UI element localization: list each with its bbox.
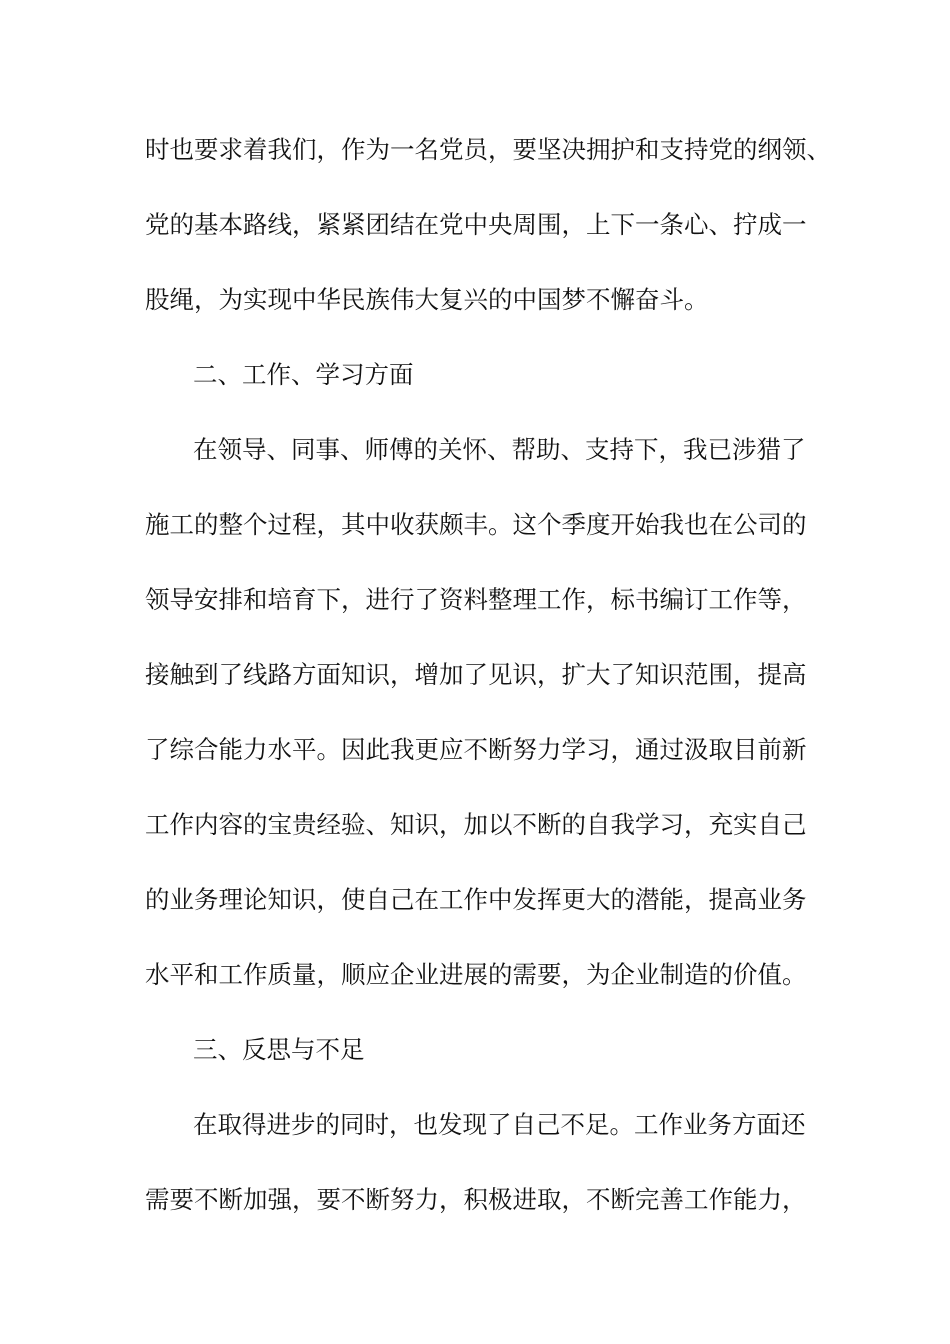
paragraph-line: 接触到了线路方面知识，增加了见识，扩大了知识范围，提高 xyxy=(145,660,807,689)
paragraph-line: 了综合能力水平。因此我更应不断努力学习，通过汲取目前新 xyxy=(145,735,807,764)
paragraph-line: 领导安排和培育下，进行了资料整理工作，标书编订工作等， xyxy=(145,585,807,614)
section-heading: 二、工作、学习方面 xyxy=(193,360,414,389)
section-heading: 三、反思与不足 xyxy=(193,1035,365,1064)
paragraph-line: 的业务理论知识，使自己在工作中发挥更大的潜能，提高业务 xyxy=(145,885,807,914)
paragraph-line: 时也要求着我们，作为一名党员，要坚决拥护和支持党的纲领、 xyxy=(145,135,831,164)
paragraph-line: 党的基本路线，紧紧团结在党中央周围，上下一条心、拧成一 xyxy=(145,210,807,239)
paragraph-line: 在取得进步的同时，也发现了自己不足。工作业务方面还 xyxy=(193,1110,806,1139)
paragraph-line: 施工的整个过程，其中收获颇丰。这个季度开始我也在公司的 xyxy=(145,510,807,539)
paragraph-line: 工作内容的宝贵经验、知识，加以不断的自我学习，充实自己 xyxy=(145,810,807,839)
paragraph-line: 在领导、同事、师傅的关怀、帮助、支持下，我已涉猎了 xyxy=(193,435,806,464)
paragraph-line: 股绳，为实现中华民族伟大复兴的中国梦不懈奋斗。 xyxy=(145,285,709,314)
paragraph-line: 需要不断加强，要不断努力，积极进取，不断完善工作能力， xyxy=(145,1185,807,1214)
paragraph-line: 水平和工作质量，顺应企业进展的需要，为企业制造的价值。 xyxy=(145,960,807,989)
